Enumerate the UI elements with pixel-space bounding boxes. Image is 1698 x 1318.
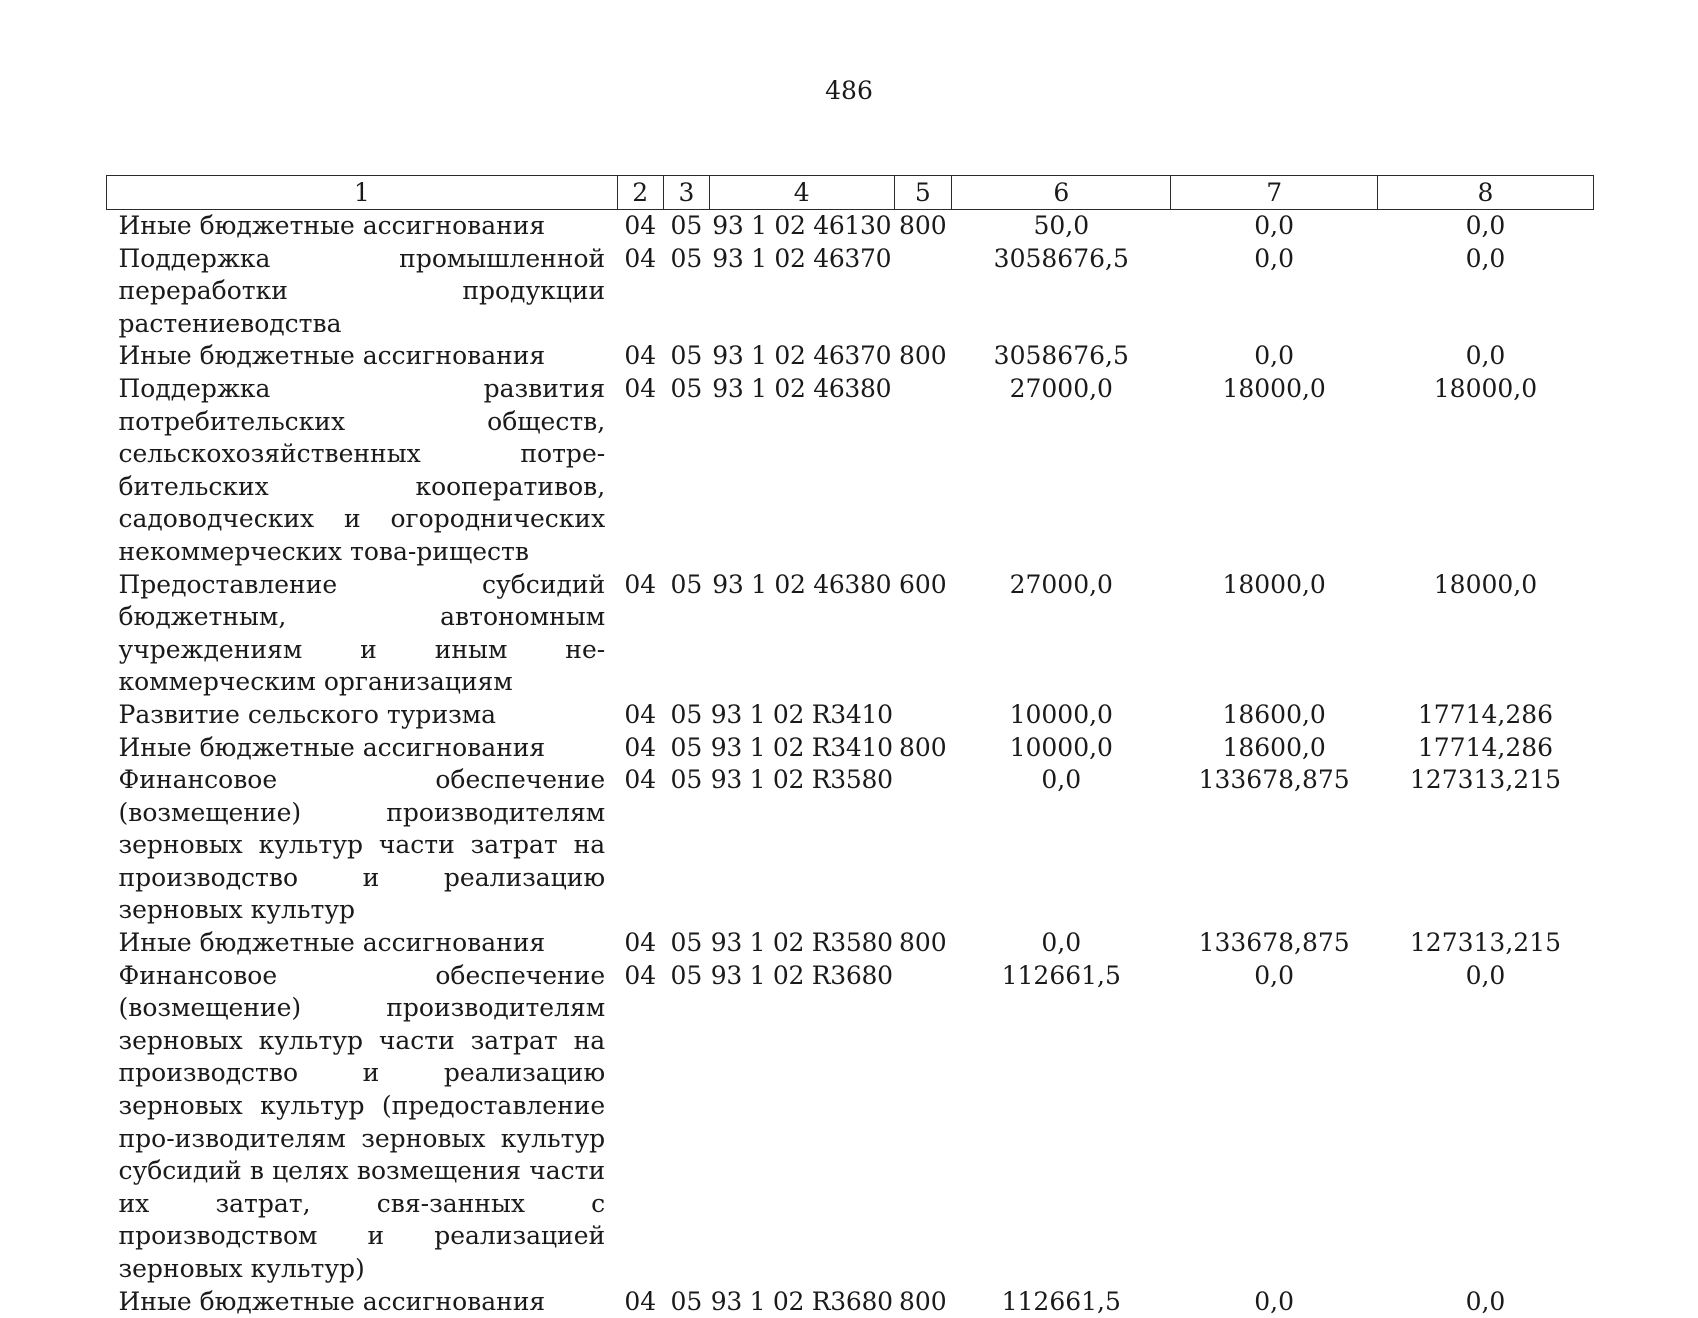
amount-col8-cell: 0,0 bbox=[1465, 243, 1506, 273]
subsection-code-cell: 05 bbox=[670, 765, 703, 795]
amount-col7-cell: 133678,875 bbox=[1198, 765, 1350, 795]
amount-col7-cell: 0,0 bbox=[1254, 960, 1295, 990]
section-code-cell: 04 bbox=[624, 341, 657, 371]
target-article-cell: 93 1 02 R3580 bbox=[710, 928, 893, 958]
amount-col8-cell: 127313,215 bbox=[1409, 765, 1562, 795]
amount-col8-cell: 18000,0 bbox=[1433, 569, 1538, 599]
column-header: 7 bbox=[1171, 176, 1378, 210]
section-code-cell: 04 bbox=[624, 211, 657, 240]
target-article-cell: 93 1 02 R3680 bbox=[710, 960, 893, 990]
amount-col8-cell: 17714,286 bbox=[1417, 732, 1554, 762]
row-name-cell: Иные бюджетные ассигнования bbox=[118, 211, 546, 240]
amount-col8-cell: 0,0 bbox=[1465, 211, 1506, 240]
row-name-cell: Финансовое обеспечение (возмещение) производителям зерновых культур части затрат на производство и реализацию зерновых культур (предоставление про-изводителям зерновых культур субсидий в целях возмещения части их затрат, свя-занных с производством и реализацией зерновых культур) bbox=[118, 960, 606, 1283]
row-name-cell: Развитие сельского туризма bbox=[118, 699, 497, 729]
row-name-cell: Предоставление субсидий бюджетным, автономным учреждениям и иным не-коммерческим организациям bbox=[118, 569, 606, 697]
target-article-cell: 93 1 02 46380 bbox=[712, 373, 892, 403]
budget-table bbox=[106, 175, 1594, 1318]
subsection-code-cell: 05 bbox=[670, 243, 703, 273]
row-name-cell: Финансовое обеспечение (возмещение) производителям зерновых культур части затрат на производство и реализацию зерновых культур bbox=[118, 765, 606, 925]
column-header: 3 bbox=[663, 176, 709, 210]
section-code-cell: 04 bbox=[624, 928, 657, 958]
amount-col8-cell: 17714,286 bbox=[1417, 699, 1554, 729]
amount-col7-cell: 18600,0 bbox=[1222, 699, 1326, 729]
amount-col6-cell: 10000,0 bbox=[1009, 699, 1113, 729]
column-header: 5 bbox=[894, 176, 952, 210]
expense-type-cell: 800 bbox=[899, 341, 947, 371]
amount-col7-cell: 0,0 bbox=[1254, 341, 1295, 371]
table-row bbox=[107, 764, 1594, 927]
target-article-cell: 93 1 02 46370 bbox=[712, 341, 892, 371]
table-row bbox=[107, 210, 1594, 243]
row-name-cell: Поддержка промышленной переработки продукции растениеводства bbox=[118, 243, 606, 338]
amount-col7-cell: 18000,0 bbox=[1222, 373, 1326, 403]
target-article-cell: 93 1 02 46380 bbox=[712, 569, 892, 599]
subsection-code-cell: 05 bbox=[670, 732, 703, 762]
amount-col8-cell: 127313,215 bbox=[1409, 928, 1562, 958]
section-code-cell: 04 bbox=[624, 960, 657, 990]
target-article-cell: 93 1 02 R3410 bbox=[710, 699, 893, 729]
amount-col7-cell: 0,0 bbox=[1254, 1286, 1295, 1316]
subsection-code-cell: 05 bbox=[670, 960, 703, 990]
column-header: 6 bbox=[952, 176, 1171, 210]
target-article-cell: 93 1 02 46130 bbox=[712, 211, 892, 240]
expense-type-cell bbox=[894, 699, 952, 732]
table-row bbox=[107, 732, 1594, 765]
section-code-cell: 04 bbox=[624, 1286, 657, 1316]
target-article-cell: 93 1 02 R3680 bbox=[710, 1286, 893, 1316]
row-name-cell: Иные бюджетные ассигнования bbox=[118, 1286, 546, 1316]
subsection-code-cell: 05 bbox=[670, 928, 703, 958]
amount-col7-cell: 133678,875 bbox=[1198, 928, 1350, 958]
section-code-cell: 04 bbox=[624, 373, 657, 403]
subsection-code-cell: 05 bbox=[670, 341, 703, 371]
table-row bbox=[107, 699, 1594, 732]
amount-col8-cell: 18000,0 bbox=[1433, 373, 1538, 403]
amount-col6-cell: 3058676,5 bbox=[993, 341, 1129, 371]
amount-col7-cell: 0,0 bbox=[1254, 243, 1295, 273]
table-row bbox=[107, 927, 1594, 960]
amount-col8-cell: 0,0 bbox=[1465, 341, 1506, 371]
amount-col7-cell: 18600,0 bbox=[1222, 732, 1326, 762]
table-row bbox=[107, 1286, 1594, 1318]
amount-col6-cell: 112661,5 bbox=[1001, 960, 1121, 990]
section-code-cell: 04 bbox=[624, 765, 657, 795]
target-article-cell: 93 1 02 46370 bbox=[712, 243, 892, 273]
section-code-cell: 04 bbox=[624, 243, 657, 273]
amount-col6-cell: 50,0 bbox=[1033, 211, 1090, 240]
amount-col6-cell: 10000,0 bbox=[1009, 732, 1113, 762]
target-article-cell: 93 1 02 R3580 bbox=[710, 765, 893, 795]
amount-col6-cell: 0,0 bbox=[1041, 928, 1082, 958]
amount-col8-cell: 0,0 bbox=[1465, 960, 1506, 990]
expense-type-cell bbox=[894, 764, 952, 927]
table-row bbox=[107, 373, 1594, 569]
expense-type-cell: 800 bbox=[899, 928, 947, 958]
expense-type-cell: 600 bbox=[899, 569, 947, 599]
amount-col7-cell: 0,0 bbox=[1254, 211, 1295, 240]
section-code-cell: 04 bbox=[624, 699, 657, 729]
column-header: 1 bbox=[107, 176, 618, 210]
expense-type-cell bbox=[894, 243, 952, 341]
subsection-code-cell: 05 bbox=[670, 699, 703, 729]
target-article-cell: 93 1 02 R3410 bbox=[710, 732, 893, 762]
section-code-cell: 04 bbox=[624, 569, 657, 599]
section-code-cell: 04 bbox=[624, 732, 657, 762]
row-name-cell: Иные бюджетные ассигнования bbox=[118, 928, 546, 958]
table-header-row bbox=[107, 176, 1594, 210]
expense-type-cell: 800 bbox=[899, 211, 947, 240]
expense-type-cell: 800 bbox=[899, 732, 947, 762]
amount-col6-cell: 0,0 bbox=[1041, 765, 1082, 795]
amount-col6-cell: 27000,0 bbox=[1009, 569, 1113, 599]
page-number: 486 bbox=[825, 76, 873, 105]
table-row bbox=[107, 340, 1594, 373]
table-row bbox=[107, 243, 1594, 341]
expense-type-cell bbox=[894, 960, 952, 1286]
amount-col6-cell: 112661,5 bbox=[1001, 1286, 1121, 1316]
subsection-code-cell: 05 bbox=[670, 569, 703, 599]
row-name-cell: Поддержка развития потребительских обществ, сельскохозяйственных потре-бительских кооперативов, садоводческих и огороднических некоммерческих това-риществ bbox=[118, 373, 606, 566]
subsection-code-cell: 05 bbox=[670, 211, 703, 240]
column-header: 8 bbox=[1377, 176, 1593, 210]
subsection-code-cell: 05 bbox=[670, 373, 703, 403]
amount-col6-cell: 27000,0 bbox=[1009, 373, 1113, 403]
column-header: 2 bbox=[617, 176, 663, 210]
table-row bbox=[107, 960, 1594, 1286]
amount-col7-cell: 18000,0 bbox=[1222, 569, 1326, 599]
expense-type-cell: 800 bbox=[899, 1286, 947, 1316]
amount-col6-cell: 3058676,5 bbox=[993, 243, 1129, 273]
amount-col8-cell: 0,0 bbox=[1465, 1286, 1506, 1316]
subsection-code-cell: 05 bbox=[670, 1286, 703, 1316]
row-name-cell: Иные бюджетные ассигнования bbox=[118, 341, 546, 371]
table-row bbox=[107, 569, 1594, 699]
expense-type-cell bbox=[894, 373, 952, 569]
column-header: 4 bbox=[709, 176, 894, 210]
row-name-cell: Иные бюджетные ассигнования bbox=[118, 732, 546, 762]
